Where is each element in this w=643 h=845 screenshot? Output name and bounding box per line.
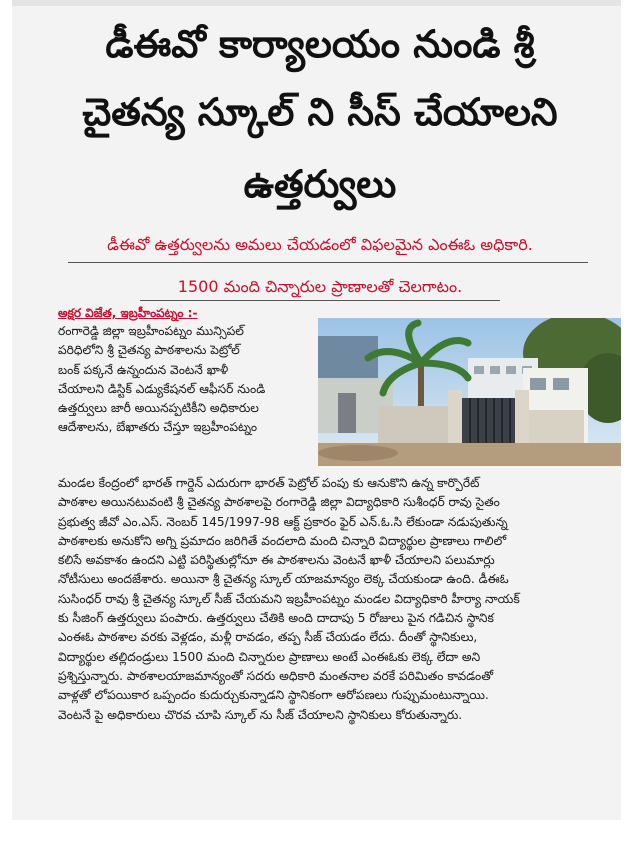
column-line: ఆదేశాలను, బేఖాతరు చేస్తూ ఇబ్రహీంపట్నం	[58, 420, 258, 435]
headline-line-1: డీఈవో కార్యాలయం నుండి శ్రీ	[105, 22, 535, 66]
subhead-2: 1500 మంది చిన్నారుల ప్రాణాలతో చెలగాటం.	[177, 277, 463, 296]
article-body	[58, 474, 614, 725]
column-line: పరిధిలోని శ్రీ చైతన్య పాఠశాలను పెట్రోల్	[58, 343, 240, 358]
body-line: నోటీసులు అందజేశారు. అయినా శ్రీ చైతన్య స్కూల్ యాజమాన్యం లెక్క చేయకుండా ఉంది. డీఈఓ	[58, 572, 509, 587]
headline-line-2: చైతన్య స్కూల్ ని సీస్ చేయాలని	[82, 90, 558, 134]
lead-column	[58, 322, 318, 438]
body-line: కు సీజింగ్ ఉత్తర్వులు పంపారు. ఉత్తర్వులు చేతికి అంది దాదాపు 5 రోజులు పైన గడిచిన స్థానిక	[58, 611, 494, 626]
body-line: వెంటనే పై అధికారులు చొరవ చూపి స్కూల్ ను సీజ్ చేయాలని స్థానికులు కోరుతున్నారు.	[58, 707, 463, 722]
body-line: కలిసే అవకాశం ఉందని ఎట్టి పరిస్థితుల్లోనూ ఈ పాఠశాలను వెంటనే ఖాళీ చేయాలని పలుమార్లు	[58, 553, 495, 568]
column-line: చేయాలని డిస్టిక్ ఎడ్యుకేషనల్ ఆఫీసర్ నుండి	[58, 381, 266, 396]
headline-line-3: ఉత్తర్వులు	[243, 162, 397, 206]
body-line: సుసింధర్ రావు శ్రీ చైతన్య స్కూల్ సీజ్ చేయమని ఇబ్రహీంపట్నం మండల విద్యాధికారి హీర్యా నాయక్	[58, 591, 520, 606]
body-line: వాళ్లతో లోపయికార ఒప్పందం కుదుర్చుకున్నాడని స్థానికంగా ఆరోపణలు గుప్పుమంటున్నాయి.	[58, 688, 489, 703]
divider-1	[68, 262, 588, 263]
column-line: రంగారెడ్డి జిల్లా ఇబ్రహీంపట్నం మున్సిపల్	[58, 324, 244, 338]
body-line: ప్రశ్నిస్తున్నారు. పాఠశాలయాజమాన్యంతో సదరు అధికారి మంతనాల వరకే పరిమితం కావడంతో	[58, 668, 494, 683]
body-line: విద్యార్థుల తల్లిదండ్రులు 1500 మంది చిన్నారుల ప్రాణాలు అంటే ఎంఈఓకు లెక్క లేదా అని	[58, 649, 481, 664]
column-line: ఉత్తర్వులు జారీ అయినప్పటికీని అధికారుల	[58, 401, 259, 416]
body-line: ఎంఈఓ పాఠశాల వరకు వెళ్లడం, మళ్లీ రావడం, తప్ప సీజ్ చేయడం లేదు. దీంతో స్థానికులు,	[58, 630, 478, 645]
body-line: పాఠశాల అయినటువంటి శ్రీ చైతన్య పాఠశాలపై రంగారెడ్డి జిల్లా విద్యాధికారి సుశీంధర్ రావు సైతం	[58, 495, 500, 510]
divider-2	[140, 300, 500, 301]
byline: అక్షర విజేత, ఇబ్రహీంపట్నం :-	[58, 306, 198, 320]
body-line: పాఠశాలకు అనుకోని అగ్ని ప్రమాదం జరిగితే వందలాది మంది చిన్నారి విద్యార్థుల ప్రాణాలు గాలిలో	[58, 533, 507, 548]
body-line: ప్రభుత్వ జీవో ఎం.ఎస్. నెంబర్ 145/1997-98 ఆక్ట్ ప్రకారం ఫైర్ ఎన్.ఓ.సి లేకుండా నడుపుతున్న	[58, 514, 508, 529]
subhead-1: డీఈవో ఉత్తర్వులను అమలు చేయడంలో విఫలమైన ఎంఈఓ అధికారి.	[107, 235, 533, 254]
school-gate-photo	[318, 318, 621, 466]
body-line: మండల కేంద్రంలో భారత్ గార్డెన్ ఎదురుగా భారత్ పెట్రోల్ పంపు కు ఆనుకొని ఉన్న కార్పొరేట్	[58, 476, 480, 490]
column-line: బంక్ పక్కనే ఉన్నందున వెంటనే ఖాళీ	[58, 362, 229, 377]
